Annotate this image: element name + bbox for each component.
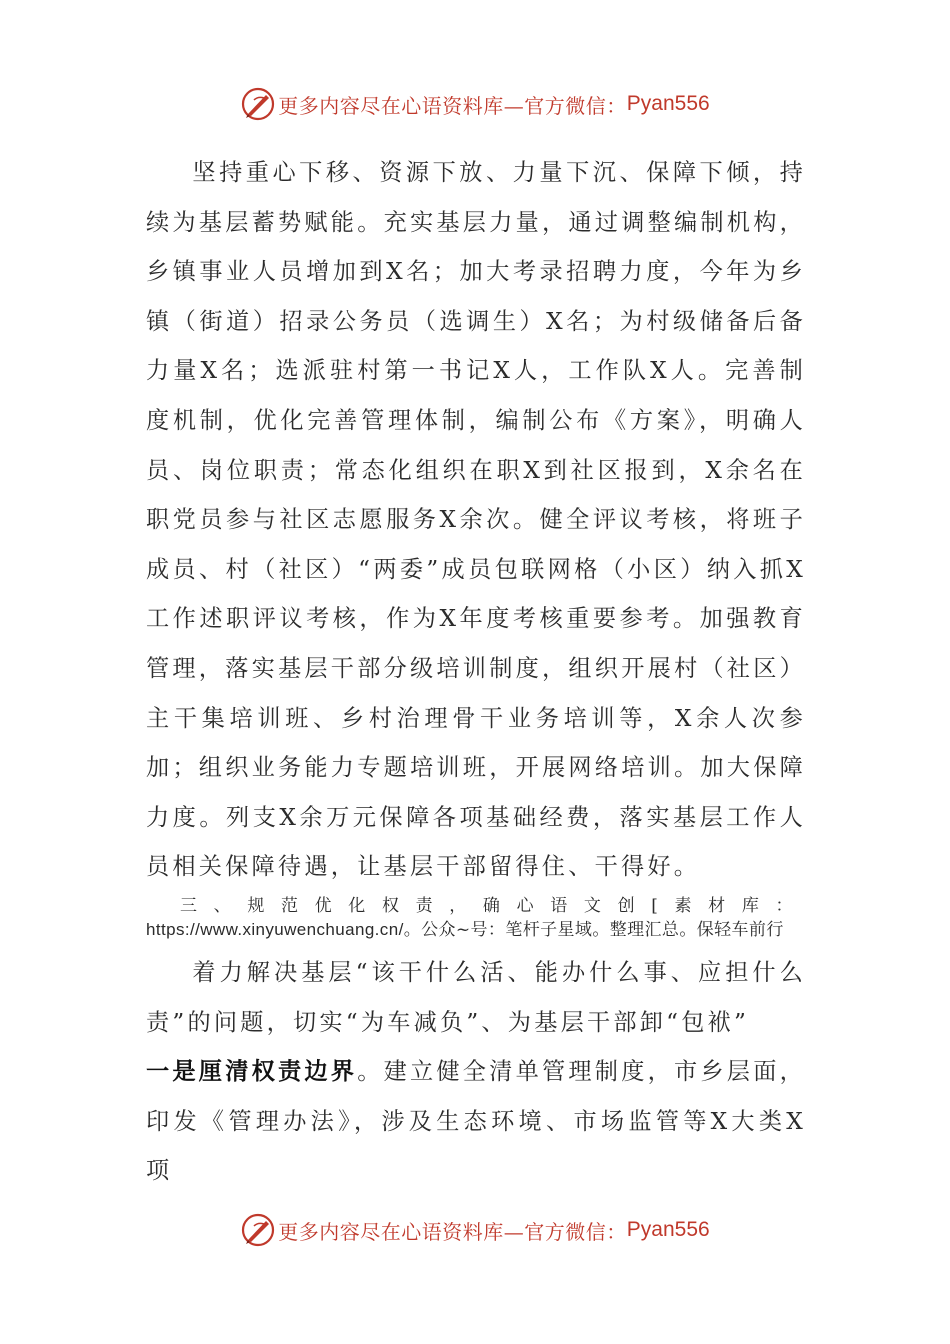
footer-banner	[0, 1208, 950, 1252]
banner-handle: Pyan556	[626, 92, 710, 115]
paragraph-text: 坚持重心下移、资源下放、力量下沉、保障下倾，持续为基层蓄势赋能。充实基层力量，通过调整编制机构，乡镇事业人员增加到X名；加大考录招聘力度，今年为乡镇（街道）招录公务员（选调生）X名；为村级储备后备力量X名；选派驻村第一书记X人，工作队X人。完善制度机制，优化完善管理体制，编制公布《方案》，明确人员、岗位职责；常态化组织在职X到社区报到，X余名在职党员参与社区志愿服务X余次。健全评议考核，将班子成员、村（社区）“两委”成员包联网格（小区）纳入抓X工作述职评议考核，作为X年度考核重要参考。加强教育管理，落实基层干部分级培训制度，组织开展村（社区）主干集培训班、乡村治理骨干业务培训等，X余人次参加；组织业务能力专题培训班，开展网络培训。加大保障力度。列支X余万元保障各项基础经费，落实基层工作人员相关保障待遇，让基层干部留得住、干得好。	[146, 159, 806, 881]
heading-suffix: 。公众~号：笔杆子星域。整理汇总。保轻车前行	[403, 920, 784, 940]
body-paragraph-2	[146, 948, 806, 1196]
body-paragraph-1	[146, 148, 806, 892]
paragraph-rest: 。建立健全清单管理制度，市乡层面，印发《管理办法》，涉及生态环境、市场监管等X大类X项	[146, 1058, 806, 1185]
pen-logo-icon	[240, 1212, 276, 1248]
banner-text: 更多内容尽在心语资料库—官方微信：	[278, 1219, 627, 1244]
paragraph-3	[146, 1047, 806, 1196]
heading-url: https://www.xinyuwenchuang.cn/	[146, 920, 404, 939]
bold-lead: 一是厘清权责边界	[146, 1058, 358, 1086]
banner-handle: Pyan556	[626, 1218, 710, 1241]
header-banner	[0, 82, 950, 126]
paragraph-text: 着力解决基层“该干什么活、能办什么事、应担什么责”的问题，切实“为车减负”、为基层干部卸“包袱”	[146, 959, 806, 1036]
banner-text: 更多内容尽在心语资料库—官方微信：	[278, 93, 627, 118]
heading-text: 三、规范优化权责，确心语文创[素材库：	[180, 896, 806, 916]
pen-logo-icon	[240, 86, 276, 122]
section-heading	[146, 894, 806, 942]
